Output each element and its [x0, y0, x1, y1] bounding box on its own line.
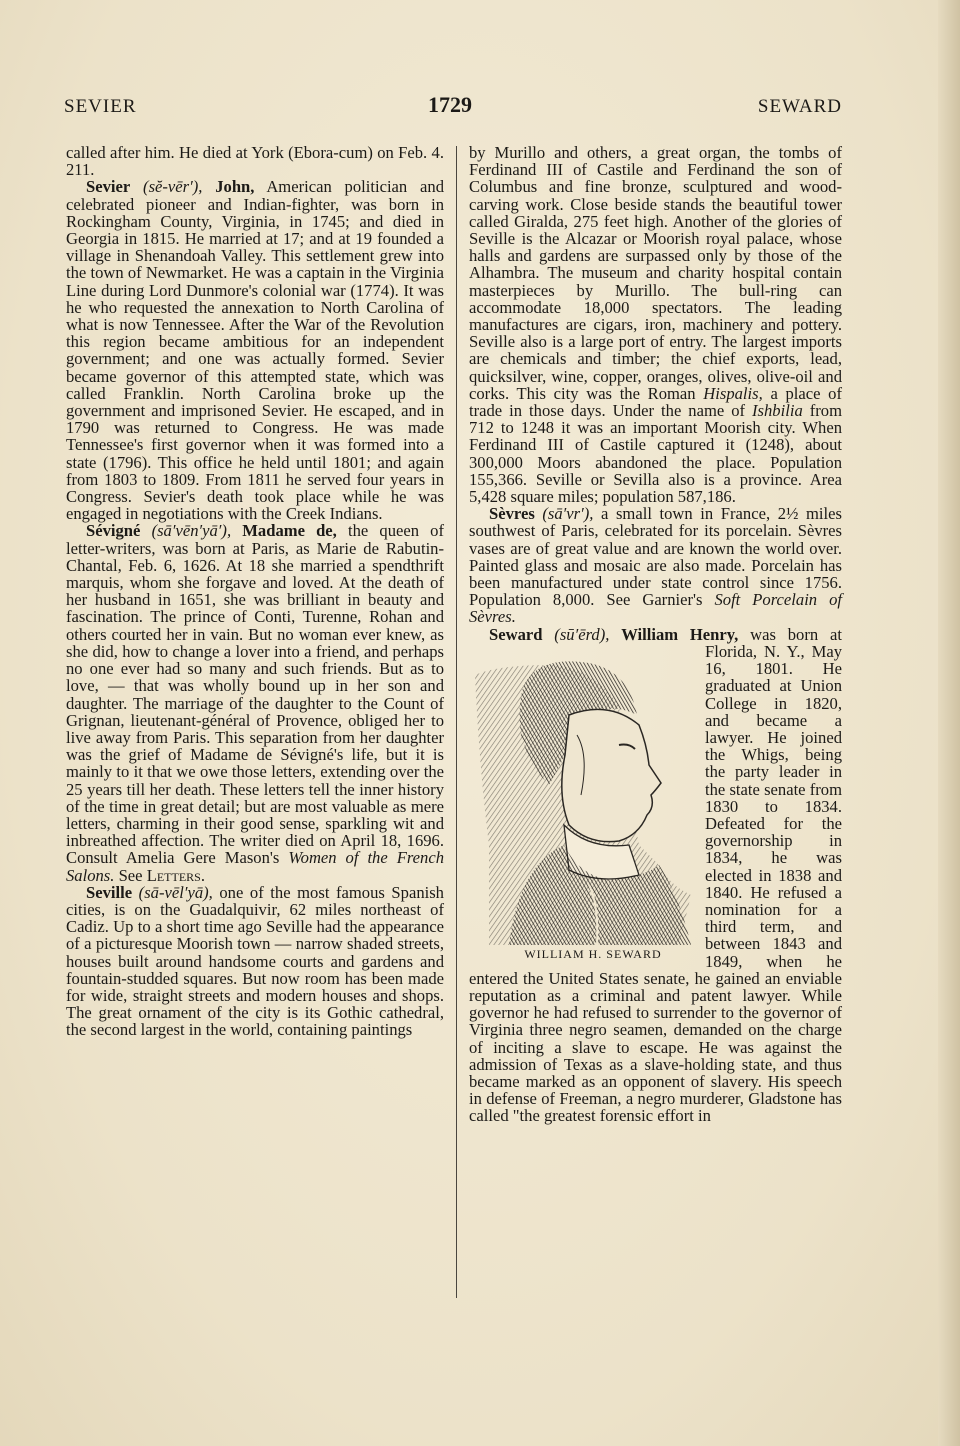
paragraph-continuation: called after him. He died at York (Ebora-cum) on Feb. 4. 211. [66, 143, 444, 180]
portrait-caption: WILLIAM H. SEWARD [524, 946, 662, 961]
entry-text: one of the most famous Spanish cities, is on the Guadalquivir, 62 miles northeast of Cadiz. Up to a short time ago Seville had the appearance of a picturesque Moorish town — narrow shaded streets, houses built around handsome courts and gardens and fountain-studded squares. But now room has been made for wide, straight streets and modern houses and shops. The great ornament of the city is its Gothic cathedral, the second largest in the world, containing paintings [66, 882, 444, 1040]
entry-sevigne [66, 522, 444, 883]
pronunciation: (sā-vēl′yā), [138, 882, 213, 902]
entry-seville [66, 884, 444, 1039]
entry-name: William Henry, [621, 624, 739, 644]
entry-text: American politician and celebrated pioneer and Indian-fighter, was born in Rockingham County, Virginia, in 1745; and died in Georgia in 1815. He married at 17; and at 19 founded a village in Shenandoah Valley. This settlement grew into the town of Newmarket. He was a captain in the Virginia Line during Lord Dunmore's colonial war (1774). It was he who requested the annexation to North Carolina of what is now Tennessee. After the War of the Revolution this region became ambitious for an independent government; and one was actually formed. Sevier became governor of this attempted state, which was called Franklin. North Carolina broke up the government and imprisoned Sevier. He escaped, and in 1790 was returned to Congress. He was made Tennessee's first governor when it was formed into a state (1796). This office he held until 1801; and again from 1803 to 1809. From 1811 he served four years in Congress. Sevier's death took place while he was engaged in negotiations with the Creek Indians. [66, 177, 444, 524]
portrait-engraving-icon [469, 645, 697, 945]
header-left-word: SEVIER [64, 96, 137, 117]
book-title: Women of the French Salons. [66, 848, 444, 885]
running-header [64, 92, 842, 126]
cross-reference: Letters. [146, 865, 205, 885]
pronunciation: (sā′vēn′yā′), [151, 521, 232, 541]
book-title: Soft Porcelain of Sèvres. [469, 590, 842, 627]
entry-headword: Sévigné [86, 521, 141, 541]
pronunciation: (sū′ērd), [554, 624, 610, 644]
page-number: 1729 [428, 92, 472, 117]
pronunciation: (sĕ-vēr′), [143, 177, 203, 197]
entry-headword: Sèvres [489, 504, 535, 524]
entry-text: a place of trade in those days. Under the name of [469, 383, 842, 421]
header-right-word: SEWARD [757, 96, 842, 117]
entry-headword: Seville [86, 882, 133, 902]
entry-text: by Murillo and others, a great organ, the tombs of Ferdinand III of Castile and Ferdinand the son of Columbus and fine bronze, sculptured and wood-carving work. Close beside stands the beautiful tower called Giralda, 275 feet high. Another of the glories of Seville is the Alcazar or Moorish royal palace, whose halls and gardens are surpassed only by those of the Alhambra. The museum and charity hospital contain masterpieces by Murillo. The bull-ring can accommodate 18,000 spectators. The leading manufactures are cigars, iron, machinery and pottery. Seville also is a large port of entry. The largest imports are chemicals and timber; the chief exports, lead, quicksilver, wine, copper, oranges, olives, olive-oil and corks. This city was the Roman [469, 143, 842, 403]
left-column [66, 144, 444, 1039]
entry-text: from 712 to 1248 it was an important Moorish city. When Ferdinand III of Castile captured it (1248), about 300,000 Moors abandoned the place. Population 155,366. Seville or Sevilla also is a province. Area 5,428 square miles; population 587,186. [469, 401, 842, 507]
seward-portrait [469, 645, 697, 963]
right-column [469, 144, 842, 1125]
see-label: See [118, 865, 143, 885]
entry-text: a small town in France, 2½ miles southwest of Paris, celebrated for its porcelain. Sèvres vases are of great value and are known the world over. Painted glass and mosaic are also made. Porcelain has been manufactured under state control since 1756. Population 8,000. See Garnier's [469, 504, 842, 610]
entry-text: the queen of letter-writers, was born at Paris, as Marie de Rabutin-Chantal, Feb. 6, 1626. At 18 she married a spendthrift marquis, whom she forgave and loved. At the death of her husband in 1651, she was brilliant in beauty and fascination. The prince of Conti, Turenne, Rohan and others courted her in vain. But no woman ever knew, as she did, how to change a lover into a friend, and perhaps no one ever had so many and such friends. But as to love, — that was wholly bound up in her son and daughter. The marriage of the daughter to the Count of Grignan, lieutenant-général of Provence, obliged her to live away from Paris. This separation from her daughter was the grief of Madame de Sévigné's life, but it is mainly to it that we owe those letters, extending over the 25 years till her death. These letters tell the inner history of the time in great detail; but are most valuable as mere letters, charming in their good sense, sparkling wit and inbreathed affection. The writer died on April 18, 1696. Consult Amelia Gere Mason's [66, 521, 444, 868]
entry-sevier [66, 178, 444, 522]
column-divider [456, 146, 457, 1298]
entry-seville-continued [469, 144, 842, 505]
entry-sevres [469, 505, 842, 625]
entry-name: Madame de, [242, 521, 337, 541]
latin-name: Hispalis, [703, 383, 763, 403]
entry-seward [469, 626, 842, 1125]
pronunciation: (sā′vr′), [542, 504, 594, 524]
moorish-name: Ishbilia [752, 401, 803, 421]
entry-text: was born at Florida, N. Y., May 16, 1801. He graduated at Union College in 1820, and became a lawyer. He joined the Whigs, being the party leader in the state senate from 1830 to 1834. Defeated for the governorship in 1834, he was elected in 1838 and 1840. He refused a nomination for a third term, and between 1843 and 1849, when he entered the United States senate, he gained an enviable reputation as a criminal and patent lawyer. While governor he had refused to surrender to the governor of Virginia three negro seamen, demanded on the charge of inciting a slave to escape. He was against the admission of Texas as a slave-holding state, and thus became marked as an opponent of slavery. His speech in defense of Freeman, a negro murderer, Gladstone has called "the greatest forensic effort in [469, 624, 842, 1126]
page-edge-shadow [938, 0, 960, 1446]
entry-headword: Seward [489, 624, 543, 644]
entry-name: John, [215, 177, 255, 197]
entry-headword: Sevier [86, 177, 131, 197]
